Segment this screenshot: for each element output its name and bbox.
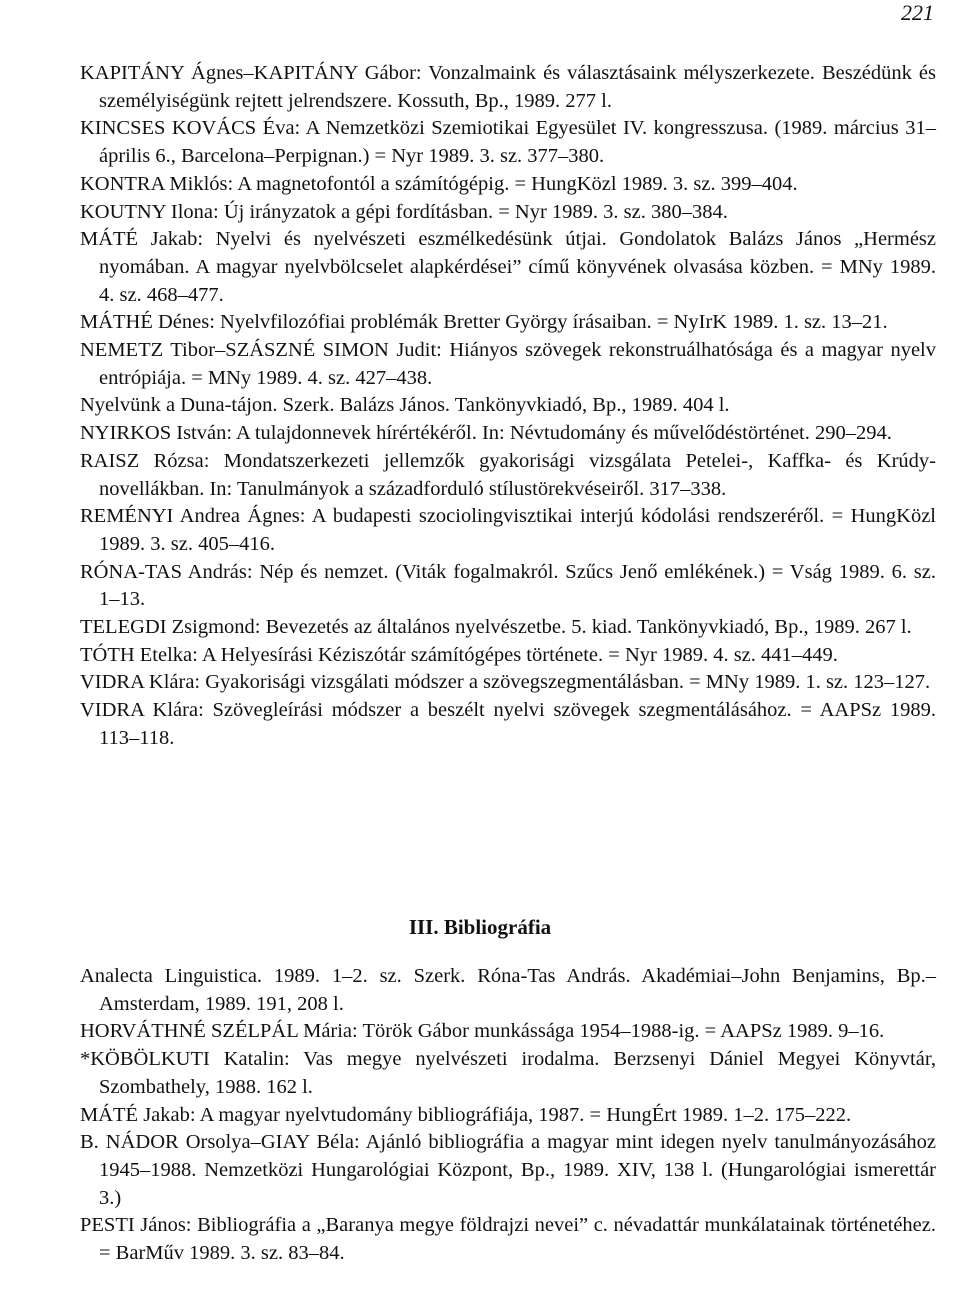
reference-entry: Nyelvünk a Duna-tájon. Szerk. Balázs János. Tankönyvkiadó, Bp., 1989. 404 l. [80,394,730,417]
reference-entry: REMÉNYI Andrea Ágnes: A budapesti szociolingvisztikai interjú kódolási rendszeréről. = HungKözl 1989. 3. sz. 405–416. [80,505,936,555]
reference-entry: KINCSES KOVÁCS Éva: A Nemzetközi Szemiotikai Egyesület IV. kongresszusa. (1989. március 31–április 6., Barcelona–Perpignan.) = Nyr 1989. 3. sz. 377–380. [80,117,936,168]
bibliography-entry: HORVÁTHNÉ SZÉLPÁL Mária: Török Gábor munkássága 1954–1988-ig. = AAPSz 1989. 9–16. [80,1020,885,1043]
reference-entry: MÁTÉ Jakab: Nyelvi és nyelvészeti eszmélkedésünk útjai. Gondolatok Balázs János „Hermész nyomában. A magyar nyelvbölcselet alapkérdései” című könyvének olvasása közben. = MNy 1989. 4. sz. 468–477. [80,228,936,306]
reference-entry: KONTRA Miklós: A magnetofontól a számítógépig. = HungKözl 1989. 3. sz. 399–404. [80,172,798,195]
bibliography-list [80,963,936,1268]
reference-entry: KOUTNY Ilona: Új irányzatok a gépi fordításban. = Nyr 1989. 3. sz. 380–384. [80,200,728,223]
bibliography-entry: B. NÁDOR Orsolya–GIAY Béla: Ajánló bibliográfia a magyar mint idegen nyelv tanulmányozásához 1945–1988. Nemzetközi Hungarológiai Központ, Bp., 1989. XIV, 138 l. (Hungarológiai ismerettár 3.) [80,1131,936,1209]
reference-entry: RÓNA-TAS András: Nép és nemzet. (Viták fogalmakról. Szűcs Jenő emlékének.) = Vság 1989. 6. sz. 1–13. [80,560,936,611]
bibliography-entry: PESTI János: Bibliográfia a „Baranya megye földrajzi nevei” c. névadattár munkálatainak történetéhez. = BarMűv 1989. 3. sz. 83–84. [80,1214,936,1265]
reference-entry: KAPITÁNY Ágnes–KAPITÁNY Gábor: Vonzalmaink és választásaink mélyszerkezete. Beszédünk és személyiségünk rejtett jelrendszere. Kossuth, Bp., 1989. 277 l. [80,62,936,112]
reference-entry: TÓTH Etelka: A Helyesírási Kéziszótár számítógépes története. = Nyr 1989. 4. sz. 441–449. [80,643,838,666]
reference-entry: MÁTHÉ Dénes: Nyelvfilozófiai problémák Bretter György írásaiban. = NyIrK 1989. 1. sz. 13–21. [80,311,888,334]
reference-entry: VIDRA Klára: Gyakorisági vizsgálati módszer a szövegszegmentálásban. = MNy 1989. 1. sz. 123–127. [80,671,931,694]
bibliography-entry: Analecta Linguistica. 1989. 1–2. sz. Szerk. Róna-Tas András. Akadémiai–John Benjamins, Bp.–Amsterdam, 1989. 191, 208 l. [80,965,936,1015]
reference-entry: RAISZ Rózsa: Mondatszerkezeti jellemzők gyakorisági vizsgálata Petelei-, Kaffka- és Krúdy-novellákban. In: Tanulmányok a századforduló stílustörekvéseiről. 317–338. [80,449,936,500]
section-heading: III. Bibliográfia [408,915,552,939]
reference-entry: TELEGDI Zsigmond: Bevezetés az általános nyelvészetbe. 5. kiad. Tankönyvkiadó, Bp., 1989. 267 l. [80,616,912,639]
reference-entry: NYIRKOS István: A tulajdonnevek hírértékéről. In: Névtudomány és művelődéstörténet. 290–294. [80,422,892,445]
bibliography-entry: MÁTÉ Jakab: A magyar nyelvtudomány bibliográfiája, 1987. = HungÉrt 1989. 1–2. 175–222. [80,1103,852,1126]
reference-entry: VIDRA Klára: Szövegleírási módszer a beszélt nyelvi szövegek szegmentálásához. = AAPSz 1989. 113–118. [80,699,936,749]
page-number: 221 [901,0,934,25]
reference-entry: NEMETZ Tibor–SZÁSZNÉ SIMON Judit: Hiányos szövegek rekonstruálhatósága és a magyar nyelv entrópiája. = MNy 1989. 4. sz. 427–438. [80,339,936,389]
bibliography-entry: *KÖBÖLKUTI Katalin: Vas megye nyelvészeti irodalma. Berzsenyi Dániel Megyei Könyvtár, Szombathely, 1988. 162 l. [80,1048,936,1098]
reference-list [80,60,936,753]
